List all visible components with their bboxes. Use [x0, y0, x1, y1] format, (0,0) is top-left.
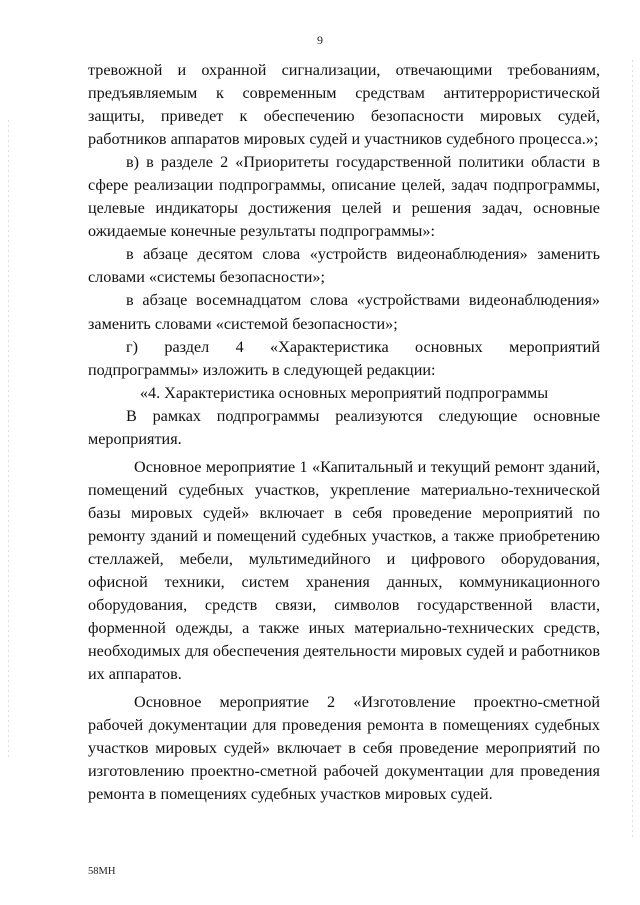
paragraph-measures-intro: В рамках подпрограммы реализуются следующие основные мероприятия.	[88, 406, 600, 448]
scan-edge-mark-left	[8, 120, 9, 760]
paragraph-continuation: тревожной и охранной сигнализации, отвечающими требованиям, предъявляемым к современным средствам антитеррористической защиты, приведет к обеспечению безопасности мировых судей, работников аппаратов мировых судей и участников судебного процесса.»;	[88, 61, 600, 149]
paragraph-measure-2: Основное мероприятие 2 «Изготовление проектно-сметной рабочей документации для проведения ремонта в помещениях судебных участков мировых судей» включает в себя проведение мероприятий по изготовлению проектно-сметной рабочей документации для проведения ремонта в помещениях судебных участков мировых судей.	[88, 693, 600, 804]
section-heading: «4. Характеристика основных мероприятий подпрограммы	[139, 383, 549, 402]
paragraph-section-4-amendment: г) раздел 4 «Характеристика основных мероприятий подпрограммы» изложить в следующей редакции:	[88, 337, 600, 379]
paragraph-tenth-abzac: в абзаце десятом слова «устройств видеонаблюдения» заменить словами «системы безопасности»;	[88, 245, 600, 287]
document-body	[88, 59, 600, 807]
paragraph-eighteenth-abzac: в абзаце восемнадцатом слова «устройствами видеонаблюдения» заменить словами «системой безопасности»;	[88, 291, 600, 333]
page-number: 9	[317, 33, 323, 47]
document-code: 58МН	[88, 866, 116, 877]
scan-edge-mark-right	[632, 60, 633, 840]
paragraph-measure-1: Основное мероприятие 1 «Капитальный и текущий ремонт зданий, помещений судебных участков, укрепление материально-технической базы мировых судей» включает в себя проведение мероприятий по ремонту зданий и помещений судебных участков, а также приобретению стеллажей, мебели, мультимедийного и цифрового оборудования, офисной техники, систем хранения данных, коммуникационного оборудования, средств связи, символов государственной власти, форменной одежды, а также иных материально-технических средств, необходимых для обеспечения деятельности мировых судей и работников их аппаратов.	[88, 457, 600, 684]
paragraph-section-2-amendment: в) в разделе 2 «Приоритеты государственной политики области в сфере реализации подпрограммы, описание целей, задач подпрограммы, целевые индикаторы достижения целей и решения задач, основные ожидаемые конечные результаты подпрограммы»:	[88, 153, 600, 241]
